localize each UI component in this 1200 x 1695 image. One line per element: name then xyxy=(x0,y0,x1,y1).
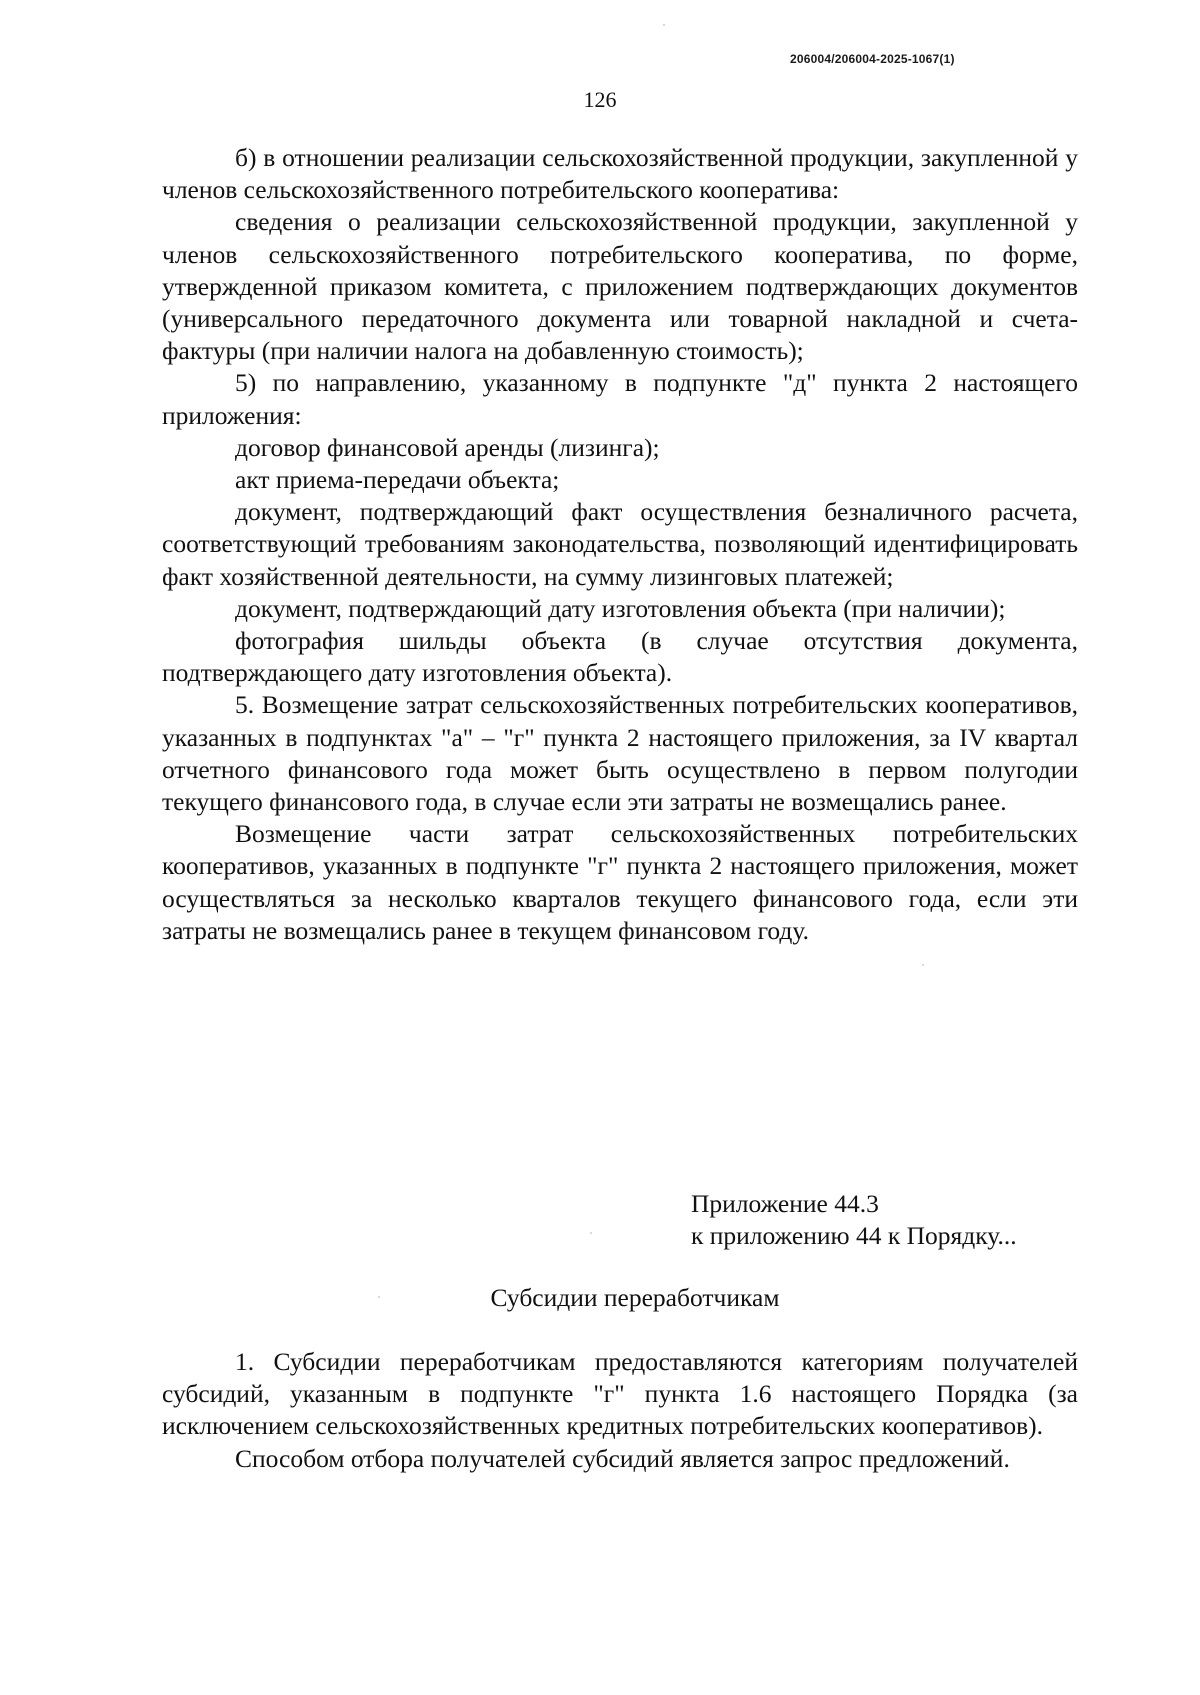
paragraph: 5. Возмещение затрат сельскохозяйственных потребительских кооперативов, указанных в подпунктах "а" – "г" пункта 2 настоящего приложения, за IV квартал отчетного финансового года может быть осуществлено в первом полугодии текущего финансового года, в случае если эти затраты не возмещались ранее. xyxy=(162,690,1078,817)
appendix-reference xyxy=(691,1188,1017,1252)
paragraph: фотография шильды объекта (в случае отсутствия документа, подтверждающего дату изготовления объекта). xyxy=(162,626,1078,688)
paragraph: документ, подтверждающий факт осуществления безналичного расчета, соответствующий требованиям законодательства, позволяющий идентифицировать факт хозяйственной деятельности, на сумму лизинговых платежей; xyxy=(162,497,1078,591)
paragraph: б) в отношении реализации сельскохозяйственной продукции, закупленной у членов сельскохозяйственного потребительского кооператива: xyxy=(162,143,1078,205)
scan-speck xyxy=(590,1232,592,1234)
paragraph: Способом отбора получателей субсидий является запрос предложений. xyxy=(235,1443,1010,1473)
section-body xyxy=(162,1346,1078,1475)
scan-speck xyxy=(922,964,924,966)
section-title: Субсидии переработчикам xyxy=(490,1283,780,1312)
appendix-subtitle: к приложению 44 к Порядку... xyxy=(691,1221,1017,1251)
paragraph: 5) по направлению, указанному в подпункте "д" пункта 2 настоящего приложения: xyxy=(162,368,1078,430)
scan-speck xyxy=(663,24,665,26)
paragraph: документ, подтверждающий дату изготовления объекта (при наличии); xyxy=(235,593,1006,623)
document-body xyxy=(162,142,1078,947)
paragraph: акт приема-передачи объекта; xyxy=(235,465,560,495)
paragraph: сведения о реализации сельскохозяйственной продукции, закупленной у членов сельскохозяйственного потребительского кооператива, по форме, утвержденной приказом комитета, с приложением подтверждающих документов (универсального передаточного документа или товарной накладной и счета-фактуры (при наличии налога на добавленную стоимость); xyxy=(162,207,1078,366)
document-id: 206004/206004-2025-1067(1) xyxy=(790,52,955,66)
scan-speck xyxy=(378,1296,380,1298)
paragraph: договор финансовой аренды (лизинга); xyxy=(235,432,660,462)
appendix-title: Приложение 44.3 xyxy=(691,1189,879,1218)
paragraph: 1. Субсидии переработчикам предоставляются категориям получателей субсидий, указанным в подпункте "г" пункта 1.6 настоящего Порядка (за исключением сельскохозяйственных кредитных потребительских кооперативов). xyxy=(162,1347,1078,1441)
page-number: 126 xyxy=(583,87,617,112)
paragraph: Возмещение части затрат сельскохозяйственных потребительских кооперативов, указанных в подпункте "г" пункта 2 настоящего приложения, может осуществляться за несколько кварталов текущего финансового года, если эти затраты не возмещались ранее в текущем финансовом году. xyxy=(162,819,1078,945)
